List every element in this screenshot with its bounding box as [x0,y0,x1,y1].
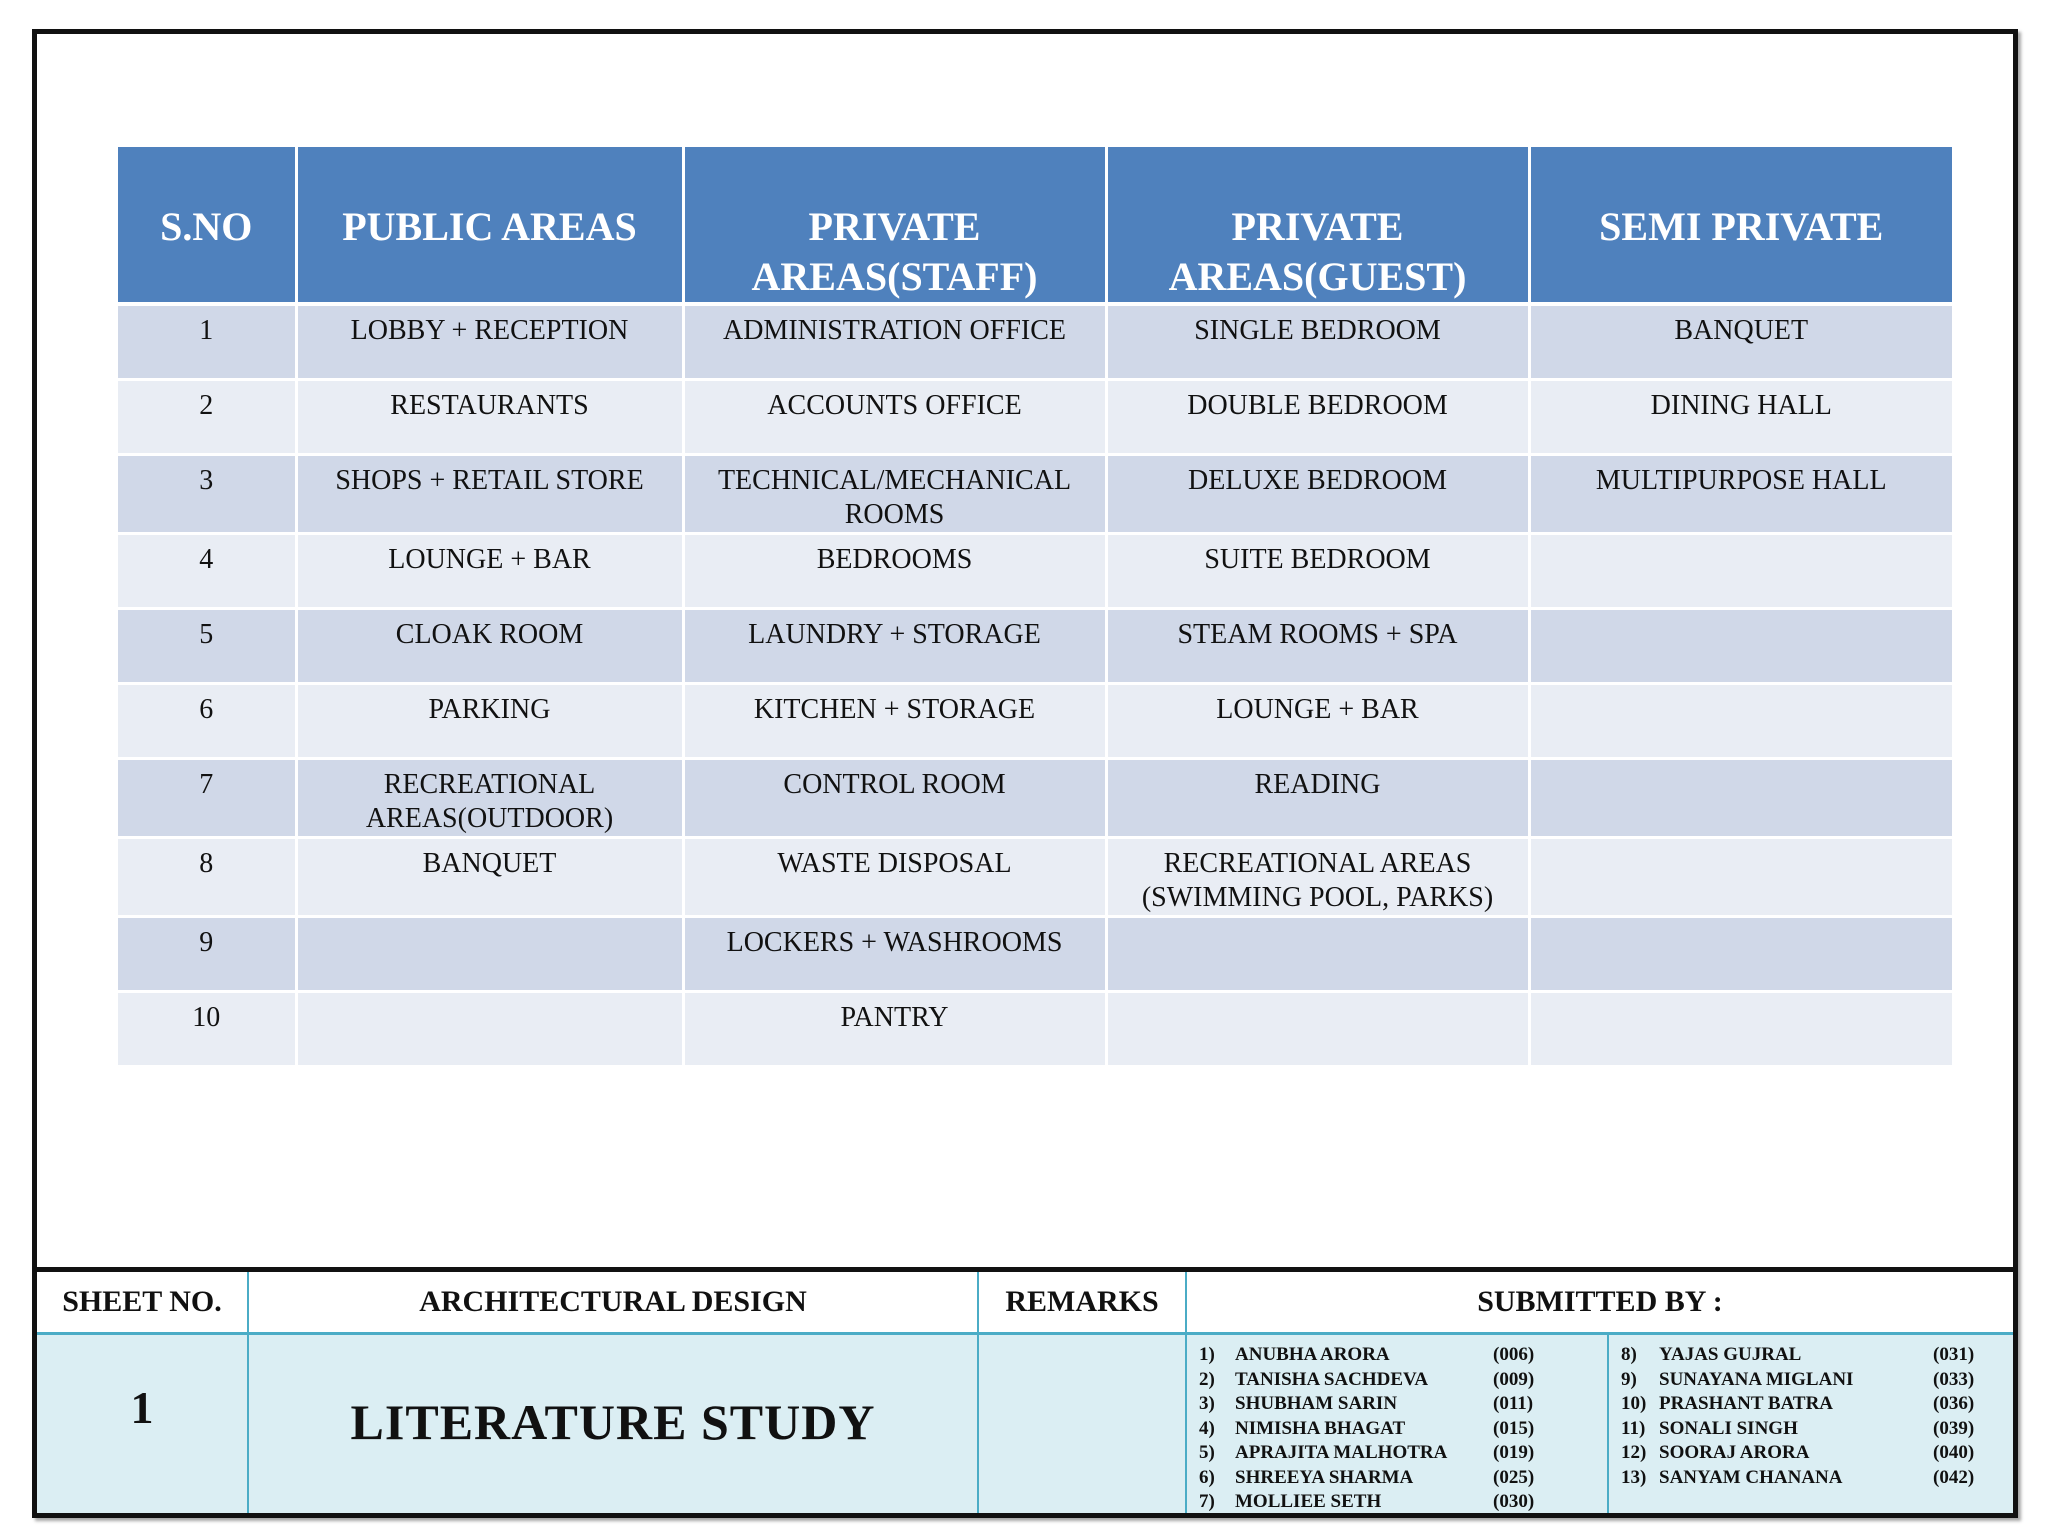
member-number: 3) [1199,1393,1215,1414]
list-item [1621,1392,2013,1417]
table-row [118,304,1952,379]
private-staff-cell: ADMINISTRATION OFFICE [683,304,1106,379]
sheet-number: 1 [37,1335,249,1513]
private-guest-cell: DELUXE BEDROOM [1106,454,1529,533]
member-number: 2) [1199,1368,1215,1390]
member-name: SUNAYANA MIGLANI [1659,1368,1854,1390]
member-roll-number: (019) [1493,1442,1535,1463]
member-roll-number: (030) [1493,1491,1535,1512]
private-staff-cell: BEDROOMS [683,533,1106,608]
semi-private-cell [1529,837,1952,916]
private-guest-cell: RECREATIONAL AREAS (SWIMMING POOL, PARKS) [1106,837,1529,916]
member-roll-number: (040) [1933,1442,1975,1463]
member-roll-number: (025) [1493,1466,1535,1488]
list-item [1199,1417,1607,1442]
list-item [1199,1392,1607,1417]
table-row [118,758,1952,837]
member-number: 7) [1199,1491,1215,1512]
public-area-cell: SHOPS + RETAIL STORE [296,454,683,533]
remarks-label: REMARKS [979,1272,1187,1332]
table-row [118,533,1952,608]
header-semi-private: SEMI PRIVATE [1529,147,1952,304]
list-item [1199,1466,1607,1491]
sno-cell: 5 [118,608,296,683]
table-row [118,379,1952,454]
public-area-cell [296,916,683,991]
private-staff-cell: TECHNICAL/MECHANICAL ROOMS [683,454,1106,533]
sno-cell: 2 [118,379,296,454]
sno-cell: 4 [118,533,296,608]
member-roll-number: (033) [1933,1368,1975,1390]
sno-cell: 10 [118,991,296,1066]
semi-private-cell: BANQUET [1529,304,1952,379]
table-row [118,837,1952,916]
list-item [1199,1441,1607,1466]
member-number: 4) [1199,1417,1215,1439]
member-roll-number: (011) [1493,1393,1534,1414]
semi-private-cell [1529,758,1952,837]
member-name: NIMISHA BHAGAT [1235,1417,1406,1439]
member-name: YAJAS GUJRAL [1659,1344,1802,1365]
member-number: 13) [1621,1466,1647,1488]
sno-cell: 7 [118,758,296,837]
member-roll-number: (015) [1493,1417,1535,1439]
private-staff-cell: PANTRY [683,991,1106,1066]
private-staff-cell: WASTE DISPOSAL [683,837,1106,916]
sno-cell: 3 [118,454,296,533]
table-body [118,304,1952,1066]
semi-private-cell [1529,533,1952,608]
private-guest-cell: SINGLE BEDROOM [1106,304,1529,379]
public-area-cell: LOBBY + RECEPTION [296,304,683,379]
member-roll-number: (031) [1933,1344,1975,1365]
header-private-guest: PRIVATE AREAS(GUEST) [1106,147,1529,304]
private-guest-cell [1106,991,1529,1066]
member-name: SANYAM CHANANA [1659,1466,1843,1488]
list-item [1199,1368,1607,1393]
list-item [1621,1417,2013,1442]
sheet-title: LITERATURE STUDY [249,1335,979,1513]
member-number: 8) [1621,1344,1637,1365]
member-list-right [1609,1335,2013,1490]
private-staff-cell: KITCHEN + STORAGE [683,683,1106,758]
semi-private-cell [1529,991,1952,1066]
semi-private-cell: MULTIPURPOSE HALL [1529,454,1952,533]
title-block [32,1267,2018,1518]
member-roll-number: (039) [1933,1417,1975,1439]
member-roll-number: (006) [1493,1344,1535,1365]
private-staff-cell: LAUNDRY + STORAGE [683,608,1106,683]
public-area-cell: PARKING [296,683,683,758]
private-guest-cell: DOUBLE BEDROOM [1106,379,1529,454]
list-item [1621,1441,2013,1466]
member-roll-number: (009) [1493,1368,1535,1390]
header-private-staff: PRIVATE AREAS(STAFF) [683,147,1106,304]
member-name: APRAJITA MALHOTRA [1235,1442,1448,1463]
header-public-areas: PUBLIC AREAS [296,147,683,304]
sno-cell: 8 [118,837,296,916]
title-block-header [37,1272,2013,1335]
member-name: TANISHA SACHDEVA [1235,1368,1429,1390]
public-area-cell [296,991,683,1066]
public-area-cell: CLOAK ROOM [296,608,683,683]
table-row [118,991,1952,1066]
public-area-cell: BANQUET [296,837,683,916]
sno-cell: 9 [118,916,296,991]
submitted-by-label: SUBMITTED BY : [1477,1285,1723,1318]
list-item [1199,1490,1607,1515]
space-schedule-table [118,147,1952,1068]
private-staff-cell: CONTROL ROOM [683,758,1106,837]
private-guest-cell: LOUNGE + BAR [1106,683,1529,758]
public-area-cell: RESTAURANTS [296,379,683,454]
member-name: SHREEYA SHARMA [1235,1466,1414,1488]
private-guest-cell: READING [1106,758,1529,837]
sno-cell: 6 [118,683,296,758]
private-staff-cell: LOCKERS + WASHROOMS [683,916,1106,991]
table-row [118,683,1952,758]
table-row [118,608,1952,683]
private-guest-cell [1106,916,1529,991]
member-number: 9) [1621,1368,1637,1390]
private-staff-cell: ACCOUNTS OFFICE [683,379,1106,454]
member-name: PRASHANT BATRA [1659,1393,1834,1414]
design-label: ARCHITECTURAL DESIGN [249,1272,979,1332]
member-number: 11) [1621,1417,1646,1439]
member-name: SHUBHAM SARIN [1235,1393,1398,1414]
member-name: SOORAJ ARORA [1659,1442,1810,1463]
member-name: ANUBHA ARORA [1235,1344,1390,1365]
list-item [1621,1368,2013,1393]
member-roll-number: (042) [1933,1466,1975,1488]
list-item [1621,1343,2013,1368]
member-number: 10) [1621,1393,1647,1414]
member-list-left [1187,1335,1607,1515]
member-name: MOLLIEE SETH [1235,1491,1382,1512]
table-row [118,916,1952,991]
private-guest-cell: STEAM ROOMS + SPA [1106,608,1529,683]
member-number: 12) [1621,1442,1647,1463]
member-number: 6) [1199,1466,1215,1488]
private-guest-cell: SUITE BEDROOM [1106,533,1529,608]
member-roll-number: (036) [1933,1393,1975,1414]
header-sno: S.NO [118,147,296,304]
semi-private-cell [1529,916,1952,991]
list-item [1621,1466,2013,1491]
semi-private-cell: DINING HALL [1529,379,1952,454]
remarks-value [979,1335,1187,1513]
table-header-row [118,147,1952,304]
semi-private-cell [1529,683,1952,758]
members-column-right [1609,1335,2013,1513]
table-row [118,454,1952,533]
members-column-left [1187,1335,1609,1513]
public-area-cell: RECREATIONAL AREAS(OUTDOOR) [296,758,683,837]
sno-cell: 1 [118,304,296,379]
public-area-cell: LOUNGE + BAR [296,533,683,608]
member-number: 5) [1199,1442,1215,1463]
list-item [1199,1343,1607,1368]
title-block-body [37,1335,2013,1513]
sheet-no-label: SHEET NO. [37,1272,249,1332]
semi-private-cell [1529,608,1952,683]
member-name: SONALI SINGH [1659,1417,1798,1439]
member-number: 1) [1199,1344,1215,1365]
